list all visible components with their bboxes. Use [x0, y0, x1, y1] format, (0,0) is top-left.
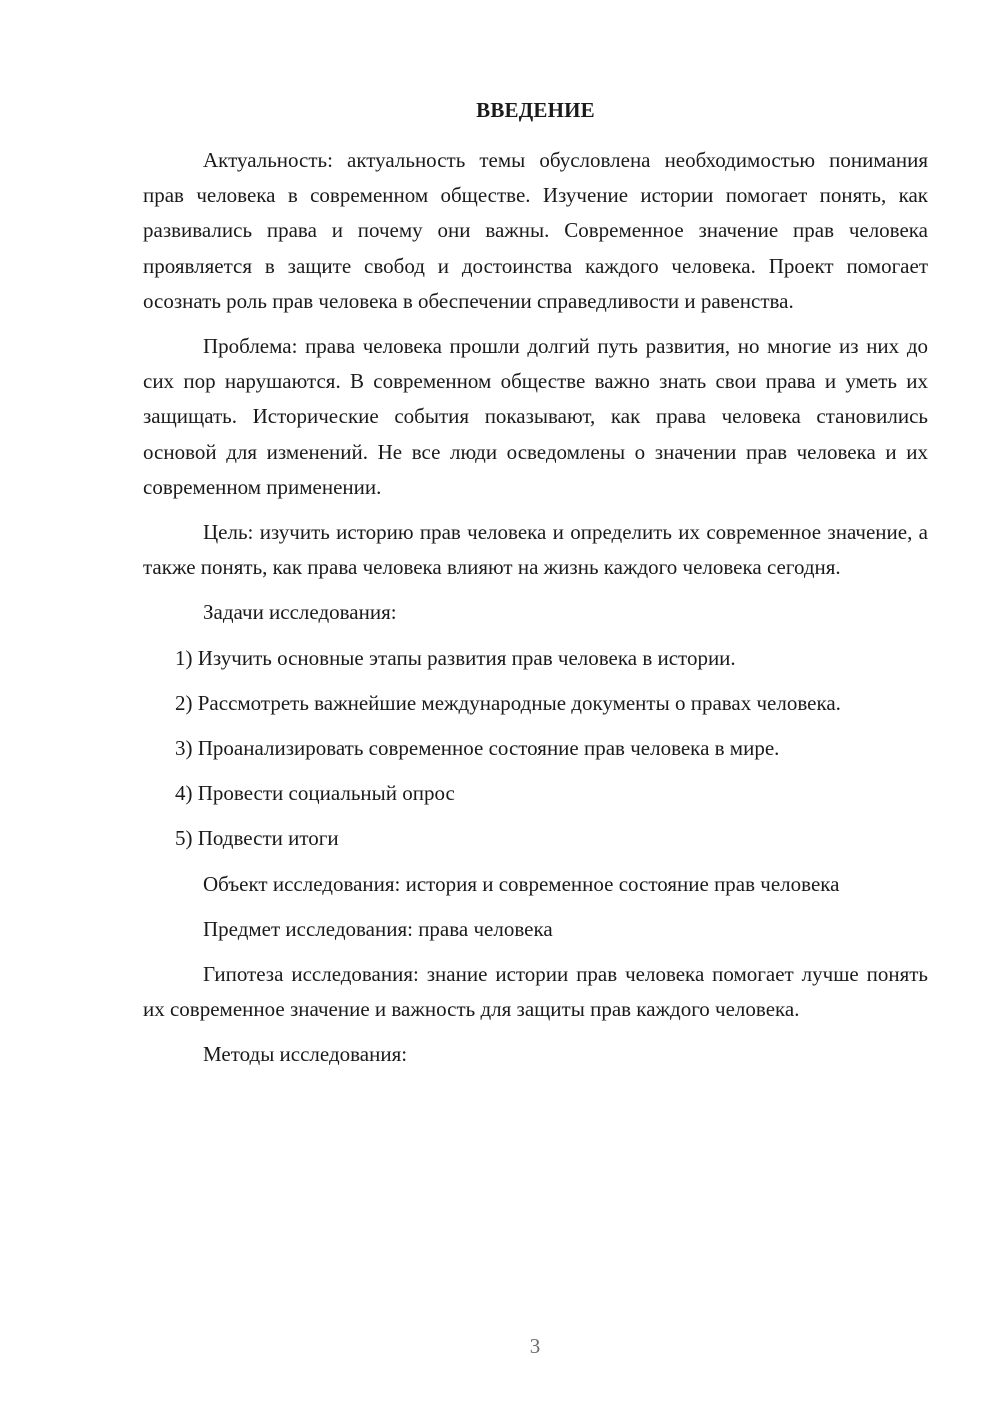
section-heading: ВВЕДЕНИЕ [476, 98, 595, 122]
task-item: 3) Проанализировать современное состояние прав человека в мире. [175, 736, 780, 761]
subject-paragraph: Предмет исследования: права человека [203, 916, 553, 941]
object-paragraph: Объект исследования: история и современное состояние прав человека [203, 871, 840, 896]
task-item: 1) Изучить основные этапы развития прав человека в истории. [175, 645, 736, 670]
problem-paragraph: Проблема: права человека прошли долгий путь развития, но многие из них до сих пор нарушаются. В современном обществе важно знать свои права и уметь их защищать. Исторические события показывают, как права человека становились основой для изменений. Не все люди осведомлены о значении прав человека и их современном применении. [143, 334, 928, 499]
task-item: 5) Подвести итоги [175, 826, 339, 851]
page-number: 3 [529, 1334, 541, 1358]
document-page [143, 95, 928, 1083]
tasks-title: Задачи исследования: [203, 600, 397, 625]
goal-paragraph: Цель: изучить историю прав человека и определить их современное значение, а также понять, как права человека влияют на жизнь каждого человека сегодня. [143, 520, 928, 580]
task-item: 2) Рассмотреть важнейшие международные документы о правах человека. [175, 690, 841, 715]
relevance-paragraph: Актуальность: актуальность темы обусловлена необходимостью понимания прав человека в современном обществе. Изучение истории помогает понять, как развивались права и почему они важны. Современное значение прав человека проявляется в защите свобод и достоинства каждого человека. Проект помогает осознать роль прав человека в обеспечении справедливости и равенства. [143, 148, 928, 313]
task-item: 4) Провести социальный опрос [175, 781, 455, 806]
hypothesis-paragraph: Гипотеза исследования: знание истории прав человека помогает лучше понять их современное значение и важность для защиты прав каждого человека. [143, 962, 928, 1022]
methods-title: Методы исследования: [203, 1042, 408, 1067]
